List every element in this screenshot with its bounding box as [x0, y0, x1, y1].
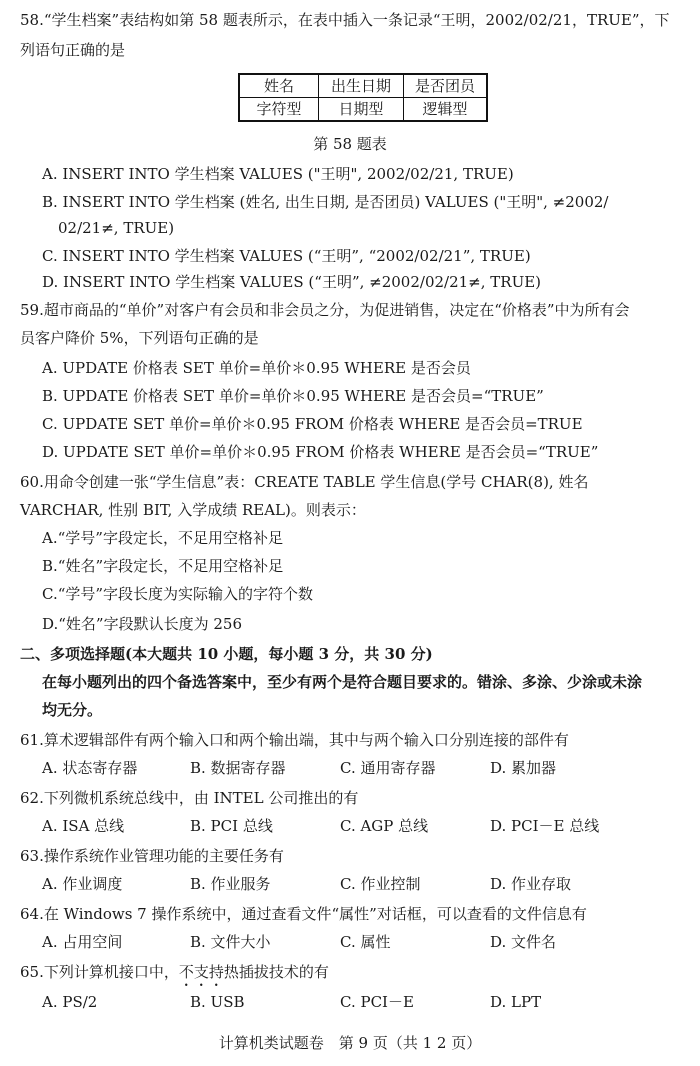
q64-options: [42, 932, 682, 952]
q63-option-a: A. 作业调度: [42, 875, 123, 893]
q65-stem-suffix: 热插拔技术的有: [223, 963, 329, 981]
q59-option-d: D. UPDATE SET 单价=单价＊0.95 FROM 价格表 WHERE 是否会员=“TRUE”: [42, 443, 599, 461]
section-title: 二、多项选择题(本大题共 10 小题，每小题 3 分，共 30 分): [20, 645, 433, 663]
q63-stem: 63.操作系统作业管理功能的主要任务有: [20, 847, 284, 865]
q58-table-cell: 逻辑型: [404, 98, 488, 122]
q61-option-c: C. 通用寄存器: [340, 759, 436, 777]
q58-table-cell: 日期型: [319, 98, 404, 122]
q61-stem: 61.算术逻辑部件有两个输入口和两个输出端，其中与两个输入口分别连接的部件有: [20, 731, 569, 749]
q58-table: [238, 73, 488, 122]
q58-option-c: C. INSERT INTO 学生档案 VALUES (“王明”, “2002/02/21”, TRUE): [42, 247, 531, 265]
q58-table-type-row: [239, 98, 487, 122]
q65-option-b: B. USB: [190, 993, 245, 1011]
q59-stem-line1: 59.超市商品的“单价”对客户有会员和非会员之分，为促进销售，决定在“价格表”中为所有会: [20, 301, 630, 319]
q62-option-c: C. AGP 总线: [340, 817, 429, 835]
q60-option-b: B.“姓名”字段定长，不足用空格补足: [42, 557, 284, 575]
q62-options: [42, 816, 682, 836]
section-instruction-line1: 在每小题列出的四个备选答案中，至少有两个是符合题目要求的。错涂、多涂、少涂或未涂: [42, 673, 643, 691]
q65-option-d: D. LPT: [490, 993, 542, 1011]
q63-option-b: B. 作业服务: [190, 875, 271, 893]
q61-options: [42, 758, 682, 778]
q65-stem-emphasis: 不支持: [178, 963, 224, 981]
q60-option-c: C.“学号”字段长度为实际输入的字符个数: [42, 585, 314, 603]
q62-option-b: B. PCI 总线: [190, 817, 273, 835]
q58-option-d: D. INSERT INTO 学生档案 VALUES (“王明”, ≠2002/02/21≠, TRUE): [42, 273, 542, 291]
q61-option-b: B. 数据寄存器: [190, 759, 286, 777]
q64-option-b: B. 文件大小: [190, 933, 271, 951]
q58-table-cell: 字符型: [239, 98, 319, 122]
q64-option-d: D. 文件名: [490, 933, 557, 951]
q65-stem: [20, 962, 329, 990]
q59-option-b: B. UPDATE 价格表 SET 单价=单价＊0.95 WHERE 是否会员=“TRUE”: [42, 387, 544, 405]
q58-stem-line2: 列语句正确的是: [20, 41, 126, 59]
q63-options: [42, 874, 682, 894]
q59-option-c: C. UPDATE SET 单价=单价＊0.95 FROM 价格表 WHERE 是否会员=TRUE: [42, 415, 583, 433]
q63-option-c: C. 作业控制: [340, 875, 421, 893]
q64-option-a: A. 占用空间: [42, 933, 123, 951]
q58-option-b-line1: B. INSERT INTO 学生档案 (姓名, 出生日期, 是否团员) VALUES ("王明", ≠2002/: [42, 193, 609, 211]
q60-stem-line1: 60.用命令创建一张“学生信息”表：CREATE TABLE 学生信息(学号 CHAR(8), 姓名: [20, 473, 589, 491]
q64-option-c: C. 属性: [340, 933, 391, 951]
q58-stem-line1: 58.“学生档案”表结构如第 58 题表所示，在表中插入一条记录“王明，2002/02/21，TRUE”，下: [20, 11, 670, 29]
q58-table-cell: 出生日期: [319, 74, 404, 98]
q62-stem: 62.下列微机系统总线中，由 INTEL 公司推出的有: [20, 789, 359, 807]
page-footer: 计算机类试题卷 第 9 页（共 1 2 页）: [218, 1034, 482, 1052]
q63-option-d: D. 作业存取: [490, 875, 572, 893]
q60-stem-line2: VARCHAR, 性别 BIT, 入学成绩 REAL)。则表示：: [20, 501, 366, 519]
q60-option-a: A.“学号”字段定长，不足用空格补足: [42, 529, 283, 547]
q58-table-cell: 是否团员: [404, 74, 488, 98]
section-instruction-line2: 均无分。: [42, 701, 103, 719]
q65-options: [42, 992, 682, 1012]
q58-table-header-row: [239, 74, 487, 98]
q65-stem-prefix: 65.下列计算机接口中，: [20, 963, 179, 981]
q58-table-caption: 第 58 题表: [313, 135, 387, 153]
q62-option-a: A. ISA 总线: [42, 817, 125, 835]
q62-option-d: D. PCI－E 总线: [490, 817, 600, 835]
q61-option-a: A. 状态寄存器: [42, 759, 138, 777]
q58-option-b-line2: 02/21≠, TRUE): [58, 219, 175, 237]
q64-stem: 64.在 Windows 7 操作系统中，通过查看文件“属性”对话框，可以查看的文件信息有: [20, 905, 587, 923]
q61-option-d: D. 累加器: [490, 759, 557, 777]
q60-option-d: D.“姓名”字段默认长度为 256: [42, 615, 242, 633]
q58-option-a: A. INSERT INTO 学生档案 VALUES ("王明", 2002/02/21, TRUE): [42, 165, 514, 183]
q58-table-cell: 姓名: [239, 74, 319, 98]
q65-option-c: C. PCI－E: [340, 993, 414, 1011]
q59-stem-line2: 员客户降价 5%，下列语句正确的是: [20, 329, 259, 347]
q65-option-a: A. PS/2: [42, 993, 98, 1011]
q59-option-a: A. UPDATE 价格表 SET 单价=单价＊0.95 WHERE 是否会员: [42, 359, 471, 377]
